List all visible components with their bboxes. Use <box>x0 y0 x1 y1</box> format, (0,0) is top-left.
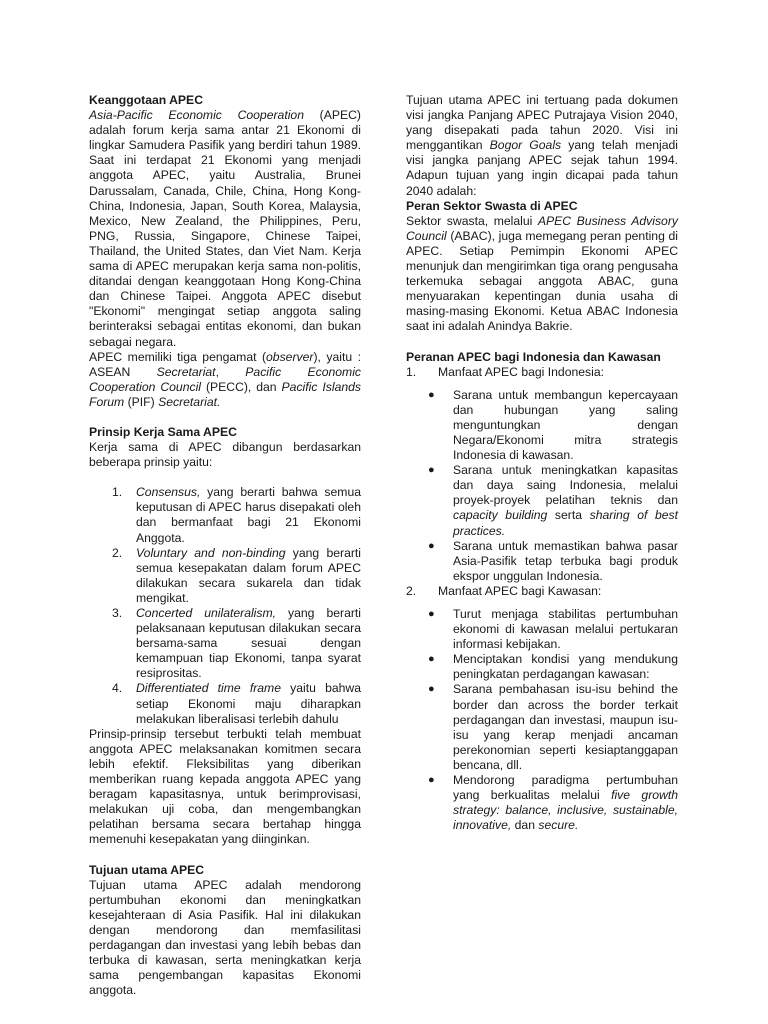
prinsip-closing: Prinsip-prinsip tersebut terbukti telah membuat anggota APEC melaksanakan komitmen secara lebih efektif. Fleksibilitas yang diberikan memberikan ruang kepada anggota APEC yang beragam kapasitasnya, untuk berimprovisasi, melakukan uji coba, dan mengembangkan pelatihan bersama secara bertahap hingga memenuhi kesepakatan yang diinginkan. <box>89 726 361 847</box>
list-item: ● Sarana untuk meningkatkan kapasitas dan daya saing Indonesia, melalui proyek-proyek pelatihan teknis dan capacity building serta sharing of best practices. <box>428 463 678 538</box>
list-item: ● Menciptakan kondisi yang mendukung peningkatan perdagangan kawasan: <box>428 652 678 682</box>
list-item: ● Turut menjaga stabilitas pertumbuhan ekonomi di kawasan melalui pertukaran informasi kebijakan. <box>428 607 678 652</box>
list-item: ● Sarana untuk membangun kepercayaan dan hubungan yang saling menguntungkan dengan Negara/Ekonomi mitra strategis Indonesia di kawasan. <box>428 387 678 463</box>
tujuan-vision-paragraph: Tujuan utama APEC ini tertuang pada dokumen visi jangka Panjang APEC Putrajaya Vision 2040, yang disepakati pada tahun 2020. Visi ini menggantikan Bogor Goals yang telah menjadi visi jangka panjang APEC sejak tahun 1994. Adapun tujuan yang ingin dicapai pada tahun 2040 adalah: <box>406 93 678 198</box>
right-column <box>406 93 678 833</box>
tujuan-heading: Tujuan utama APEC <box>89 862 205 877</box>
list-item: ● Mendorong paradigma pertumbuhan yang berkualitas melalui five growth strategy: balance, inclusive, sustainable, innovative, dan secure. <box>428 773 678 833</box>
list-item: 1. Consensus, yang berarti bahwa semua keputusan di APEC harus disepakati oleh dan bermanfaat bagi 21 Ekonomi Anggota. <box>112 485 361 545</box>
swasta-heading: Peran Sektor Swasta di APEC <box>406 198 578 213</box>
list-item: ● Sarana untuk memastikan bahwa pasar Asia-Pasifik tetap terbuka bagi produk ekspor unggulan Indonesia. <box>428 538 678 583</box>
list-item: 2. Voluntary and non-binding yang berarti semua kesepakatan dalam forum APEC dilakukan secara sukarela dan tidak mengikat. <box>112 545 361 605</box>
manfaat-kawasan-list <box>406 607 678 833</box>
list-item: 3. Concerted unilateralism, yang berarti pelaksanaan keputusan dilakukan secara bersama-sama sesuai dengan kemampuan tiap Ekonomi, tanpa syarat resiprositas. <box>112 606 361 681</box>
manfaat-indonesia-label: 1. Manfaat APEC bagi Indonesia: <box>406 364 604 379</box>
list-item: 4. Differentiated time frame yaitu bahwa setiap Ekonomi maju diharapkan melakukan liberalisasi terlebih dahulu <box>112 681 361 726</box>
swasta-paragraph: Sektor swasta, melalui APEC Business Advisory Council (ABAC), juga memegang peran penting di APEC. Setiap Pemimpin Ekonomi APEC menunjuk dan mengirimkan tiga orang pengusaha terkemuka sebagai anggota ABAC, guna menyuarakan kepentingan dunia usaha di masing-masing Ekonomi. Ketua ABAC Indonesia saat ini adalah Anindya Bakrie. <box>406 213 678 334</box>
manfaat-kawasan-label: 2. Manfaat APEC bagi Kawasan: <box>406 583 602 598</box>
peranan-heading: Peranan APEC bagi Indonesia dan Kawasan <box>406 349 661 364</box>
manfaat-indonesia-list <box>406 388 678 584</box>
tujuan-paragraph: Tujuan utama APEC adalah mendorong pertumbuhan ekonomi dan meningkatkan kesejahteraan di Asia Pasifik. Hal ini dilakukan dengan mendorong dan memfasilitasi perdagangan dan investasi yang lebih bebas dan terbuka di kawasan, serta meningkatkan kerja sama pengembangan kapasitas Ekonomi anggota. <box>89 877 361 998</box>
pengamat-paragraph: APEC memiliki tiga pengamat (observer), yaitu : ASEAN Secretariat, Pacific Economic Cooperation Council (PECC), dan Pacific Islands Forum (PIF) Secretariat. <box>89 349 362 409</box>
keanggotaan-heading: Keanggotaan APEC <box>89 93 203 107</box>
keanggotaan-paragraph: Asia-Pacific Economic Cooperation (APEC) adalah forum kerja sama antar 21 Ekonomi di lingkar Samudera Pasifik yang berdiri tahun 1989. Saat ini terdapat 21 Ekonomi yang menjadi anggota APEC, yaitu Australia, Brunei Darussalam, Canada, Chile, China, Hong Kong-China, Indonesia, Japan, South Korea, Malaysia, Mexico, New Zealand, the Philippines, Peru, PNG, Russia, Singapore, Chinese Taipei, Thailand, the United States, dan Viet Nam. Kerja sama di APEC merupakan kerja sama non-politis, ditandai dengan keanggotaan Hong Kong-China dan Chinese Taipei. Anggota APEC disebut "Ekonomi" mengingat setiap anggota saling berinteraksi sebagai entitas ekonomi, dan bukan sebagai negara. <box>89 108 361 349</box>
left-column <box>89 93 361 998</box>
list-item: ● Sarana pembahasan isu-isu behind the border dan across the border terkait perdagangan dan investasi, maupun isu-isu yang kerap menjadi ancaman perekonomian seperti kesiaptanggapan bencana, dll. <box>428 682 678 772</box>
prinsip-heading: Prinsip Kerja Sama APEC <box>89 424 237 439</box>
prinsip-intro: Kerja sama di APEC dibangun berdasarkan beberapa prinsip yaitu: <box>89 440 361 470</box>
principles-list <box>89 485 361 727</box>
